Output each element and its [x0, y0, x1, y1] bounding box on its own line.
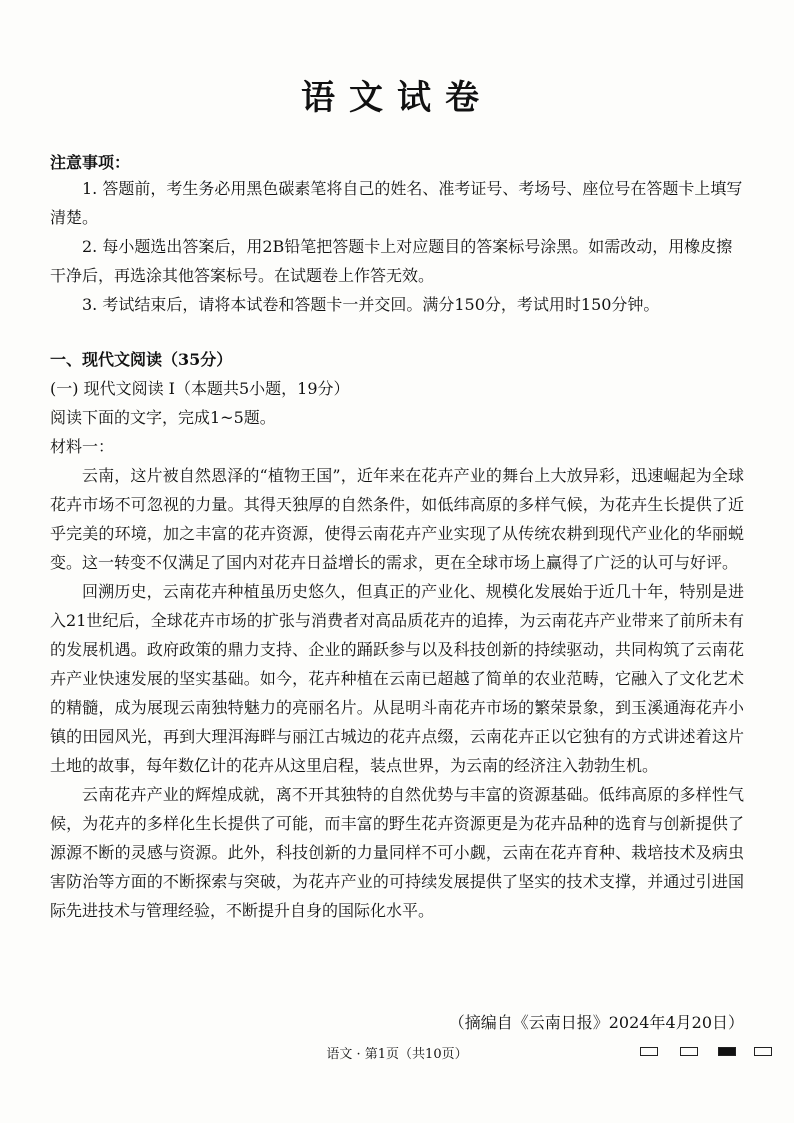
- notice-heading: 注意事项：: [50, 153, 131, 172]
- alignment-mark: [680, 1047, 698, 1056]
- reading-section: [50, 345, 744, 925]
- alignment-mark-filled: [718, 1047, 736, 1056]
- paragraph-3: 云南花卉产业的辉煌成就，离不开其独特的自然优势与丰富的资源基础。低纬高原的多样性气候，为花卉的多样化生长提供了可能，而丰富的野生花卉资源更是为花卉品种的选育与创新提供了源源不断的灵感与资源。此外，科技创新的力量同样不可小觑，云南在花卉育种、栽培技术及病虫害防治等方面的不断探索与突破，为花卉产业的可持续发展提供了坚实的技术支撑，并通过引进国际先进技术与管理经验，不断提升自身的国际化水平。: [50, 785, 744, 920]
- notice-item-2: 2. 每小题选出答案后，用2B铅笔把答题卡上对应题目的答案标号涂黑。如需改动，用橡皮擦干净后，再选涂其他答案标号。在试题卷上作答无效。: [50, 237, 733, 285]
- notice-item-1: 1. 答题前，考生务必用黑色碳素笔将自己的姓名、准考证号、考场号、座位号在答题卡上填写清楚。: [50, 179, 743, 227]
- notice-list: [50, 174, 744, 319]
- source-citation: （摘编自《云南日报》2024年4月20日）: [448, 1013, 744, 1032]
- section-heading: 一、现代文阅读（35分）: [50, 350, 233, 369]
- alignment-mark: [754, 1047, 772, 1056]
- paragraph-1: 云南，这片被自然恩泽的“植物王国”，近年来在花卉产业的舞台上大放异彩，迅速崛起为全球花卉市场不可忽视的力量。其得天独厚的自然条件，如低纬高原的多样气候，为花卉生长提供了近乎完美的环境，加之丰富的花卉资源，使得云南花卉产业实现了从传统农耕到现代产业化的华丽蜕变。这一转变不仅满足了国内对花卉日益增长的需求，更在全球市场上赢得了广泛的认可与好评。: [50, 466, 744, 572]
- page-footer: 语文 · 第1页（共10页）: [326, 1047, 468, 1062]
- section-subheading: (一) 现代文阅读 I（本题共5小题，19分）: [50, 379, 350, 398]
- alignment-marks: [640, 1047, 780, 1059]
- alignment-mark: [640, 1047, 658, 1056]
- material-label: 材料一：: [50, 437, 115, 456]
- page-title: 语文试卷: [301, 78, 493, 118]
- section-instruction: 阅读下面的文字，完成1~5题。: [50, 408, 276, 427]
- paragraph-2: 回溯历史，云南花卉种植虽历史悠久，但真正的产业化、规模化发展始于近几十年，特别是进入21世纪后，全球花卉市场的扩张与消费者对高品质花卉的追捧，为云南花卉产业带来了前所未有的发展机遇。政府政策的鼎力支持、企业的踊跃参与以及科技创新的持续驱动，共同构筑了云南花卉产业快速发展的坚实基础。如今，花卉种植在云南已超越了简单的农业范畴，它融入了文化艺术的精髓，成为展现云南独特魅力的亮丽名片。从昆明斗南花卉市场的繁荣景象，到玉溪通海花卉小镇的田园风光，再到大理洱海畔与丽江古城边的花卉点缀，云南花卉正以它独有的方式讲述着这片土地的故事，每年数亿计的花卉从这里启程，装点世界，为云南的经济注入勃勃生机。: [50, 582, 744, 775]
- notice-item-3: 3. 考试结束后，请将本试卷和答题卡一并交回。满分150分，考试用时150分钟。: [82, 295, 660, 314]
